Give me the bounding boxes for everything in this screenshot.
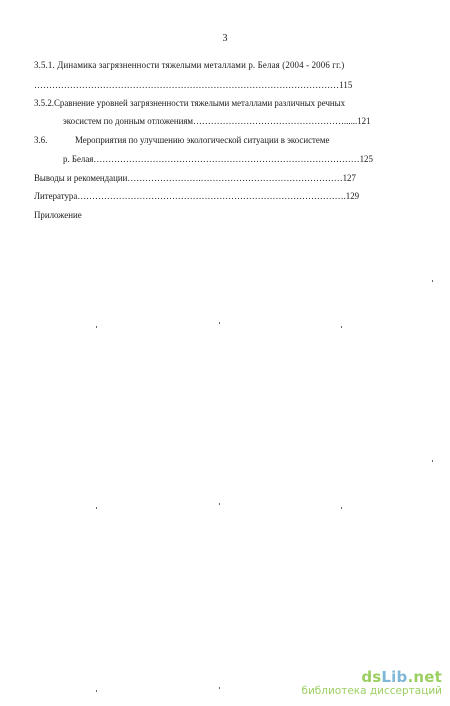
scan-speck xyxy=(96,326,97,328)
page-number: 3 xyxy=(222,33,228,44)
scan-speck xyxy=(96,690,97,692)
toc-entry-3-5-1-leader: …………………………………………………………………………………………115 xyxy=(34,80,353,90)
toc-entry-3-6: Мероприятия по улучшению экологической ситуации в экосистеме xyxy=(75,135,330,145)
watermark-logo: dsLib.net xyxy=(361,668,442,686)
scan-speck xyxy=(432,460,433,462)
watermark xyxy=(301,669,442,697)
toc-entry-conclusions: Выводы и рекомендации…………………….…………………………………………127 xyxy=(34,173,356,183)
toc-entry-3-5-1: 3.5.1. Динамика загрязненности тяжелыми металлами р. Белая (2004 - 2006 гг.) xyxy=(34,60,345,70)
scan-speck xyxy=(219,503,220,505)
toc-entry-appendix: Приложение xyxy=(34,210,82,220)
scan-speck xyxy=(432,280,433,282)
scan-speck xyxy=(96,507,97,509)
toc-entry-3-5-2: 3.5.2.Сравнение уровней загрязненности тяжелыми металлами различных речных xyxy=(34,98,346,108)
toc-entry-3-6-number: 3.6. xyxy=(34,135,48,145)
toc-entry-3-5-2-cont: экосистем по донным отложениям……………………………………………......121 xyxy=(63,116,371,126)
toc-entry-literature: Литература……………………………………………………………………………….129 xyxy=(34,191,360,201)
scan-speck xyxy=(219,687,220,689)
toc-entry-3-6-cont: р. Белая………………………………………………………………………………125 xyxy=(63,154,373,164)
watermark-subtitle: библиотека диссертаций xyxy=(301,685,442,697)
scan-speck xyxy=(219,322,220,324)
scan-speck xyxy=(341,326,342,328)
scan-speck xyxy=(341,507,342,509)
